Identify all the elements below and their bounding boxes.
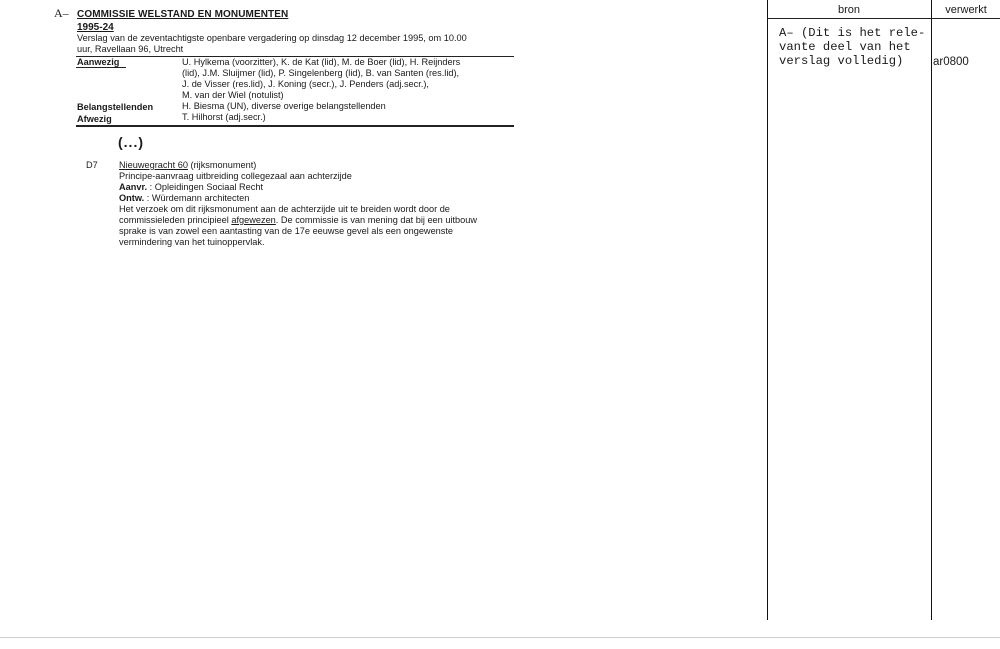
source-note-line-2: vante deel van het <box>779 40 911 54</box>
body-line-2-end: . De commissie is van mening dat bij een uitbouw <box>275 215 477 225</box>
source-note-line-1: A– (Dit is het rele- <box>779 26 926 40</box>
present-label: Aanwezig <box>77 57 120 67</box>
omitted-content-ellipsis: (...) <box>118 134 144 150</box>
body-line-2-start: commissieleden principieel <box>119 215 232 225</box>
applicant-value: : Opleidingen Sociaal Recht <box>147 182 264 192</box>
present-line-1: U. Hylkema (voorzitter), K. de Kat (lid), M. de Boer (lid), H. Reijnders <box>182 57 461 67</box>
verwerkt-column-left-border <box>931 0 932 620</box>
item-applicant <box>119 182 263 193</box>
processed-code: ar0800 <box>933 56 969 68</box>
stakeholders-value: H. Biesma (UN), diverse overige belangstellenden <box>182 101 386 111</box>
item-request: Principe-aanvraag uitbreiding collegezaal aan achterzijde <box>119 171 352 181</box>
column-header-divider <box>767 18 1000 19</box>
decision-rejected: afgewezen <box>231 215 276 225</box>
absent-label: Afwezig <box>77 114 112 124</box>
section-marker: A– <box>54 6 69 20</box>
verwerkt-column-header: verwerkt <box>945 4 987 16</box>
bron-column-left-border <box>767 0 768 620</box>
designer-label: Ontw. <box>119 193 145 203</box>
applicant-label: Aanvr. <box>119 182 148 192</box>
item-address-line <box>119 160 256 171</box>
item-code: D7 <box>86 160 98 170</box>
attendance-divider <box>76 125 514 127</box>
report-description-line-1: Verslag van de zeventachtigste openbare vergadering op dinsdag 12 december 1995, om 10.00 <box>77 33 467 43</box>
item-body-line-4: vermindering van het tuinoppervlak. <box>119 237 265 247</box>
item-body-line-1: Het verzoek om dit rijksmonument aan de achterzijde uit te breiden wordt door de <box>119 204 450 214</box>
item-designer <box>119 193 249 204</box>
item-address: Nieuwegracht 60 <box>119 160 188 170</box>
present-label-underline <box>76 67 126 68</box>
scan-edge-line <box>0 637 1000 638</box>
present-line-3: J. de Visser (res.lid), J. Koning (secr.), J. Penders (adj.secr.), <box>182 79 429 89</box>
report-description-line-2: uur, Ravellaan 96, Utrecht <box>77 44 184 54</box>
source-note-line-3: verslag volledig) <box>779 54 904 68</box>
bron-column-header: bron <box>837 4 861 16</box>
absent-value: T. Hilhorst (adj.secr.) <box>182 112 266 122</box>
item-body-line-2 <box>119 215 477 226</box>
designer-value: : Würdemann architecten <box>144 193 250 203</box>
present-line-4: M. van der Wiel (notulist) <box>182 90 284 100</box>
report-number: 1995-24 <box>77 22 114 33</box>
item-address-note: (rijksmonument) <box>187 160 257 170</box>
stakeholders-label: Belangstellenden <box>77 102 154 112</box>
present-line-2: (lid), J.M. Sluijmer (lid), P. Singelenberg (lid), B. van Santen (res.lid), <box>182 68 460 78</box>
item-body-line-3: sprake is van zowel een aantasting van de 17e eeuwse gevel als een ongewenste <box>119 226 454 236</box>
committee-title: COMMISSIE WELSTAND EN MONUMENTEN <box>77 9 289 20</box>
